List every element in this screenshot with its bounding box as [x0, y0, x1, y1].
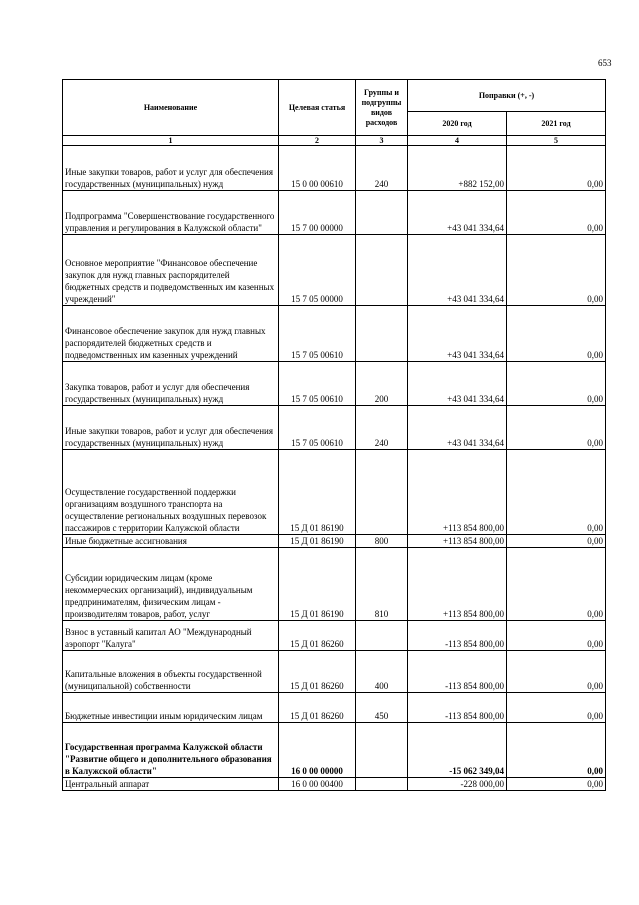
row-value-2021: 0,00 — [507, 621, 606, 651]
row-target-code: 15 0 00 00610 — [279, 146, 356, 191]
row-target-code: 15 7 05 00610 — [279, 362, 356, 406]
row-target-code: 15 Д 01 86190 — [279, 450, 356, 535]
header-target-article: Целевая статья — [279, 80, 356, 136]
row-target-code: 15 7 00 00000 — [279, 191, 356, 235]
row-target-code: 16 0 00 00400 — [279, 778, 356, 791]
row-value-2020: +43 041 334,64 — [408, 306, 507, 362]
row-group: 450 — [356, 693, 408, 723]
row-value-2020: +882 152,00 — [408, 146, 507, 191]
table-row — [63, 362, 606, 406]
row-name: Капитальные вложения в объекты государственной (муниципальной) собственности — [63, 651, 279, 693]
header-year-2020: 2020 год — [408, 112, 507, 136]
row-target-code: 16 0 00 00000 — [279, 723, 356, 778]
row-value-2021: 0,00 — [507, 450, 606, 535]
row-group — [356, 621, 408, 651]
row-name: Центральный аппарат — [63, 778, 279, 791]
row-value-2020: -113 854 800,00 — [408, 621, 507, 651]
table-row — [63, 191, 606, 235]
row-name: Финансовое обеспечение закупок для нужд главных распорядителей бюджетных средств и подведомственных им казенных учреждений — [63, 306, 279, 362]
table-row — [63, 548, 606, 621]
row-name: Подпрограмма "Совершенствование государственного управления и регулирования в Калужской области" — [63, 191, 279, 235]
row-group — [356, 235, 408, 306]
row-value-2020: +113 854 800,00 — [408, 450, 507, 535]
row-target-code: 15 7 05 00610 — [279, 406, 356, 450]
table-row — [63, 723, 606, 778]
budget-amendments-table — [62, 79, 606, 791]
row-group: 810 — [356, 548, 408, 621]
table-row — [63, 651, 606, 693]
header-year-2021: 2021 год — [507, 112, 606, 136]
row-value-2021: 0,00 — [507, 362, 606, 406]
col-number: 5 — [507, 136, 606, 146]
row-group — [356, 450, 408, 535]
row-target-code: 15 7 05 00000 — [279, 235, 356, 306]
table-row — [63, 778, 606, 791]
row-name: Иные бюджетные ассигнования — [63, 535, 279, 548]
row-group: 800 — [356, 535, 408, 548]
row-target-code: 15 Д 01 86260 — [279, 651, 356, 693]
table-row — [63, 535, 606, 548]
table-row — [63, 621, 606, 651]
row-group — [356, 306, 408, 362]
row-value-2020: +113 854 800,00 — [408, 535, 507, 548]
row-value-2020: +43 041 334,64 — [408, 235, 507, 306]
row-target-code: 15 Д 01 86190 — [279, 535, 356, 548]
row-value-2021: 0,00 — [507, 548, 606, 621]
row-value-2021: 0,00 — [507, 306, 606, 362]
row-value-2021: 0,00 — [507, 651, 606, 693]
col-number: 2 — [279, 136, 356, 146]
row-target-code: 15 Д 01 86260 — [279, 621, 356, 651]
row-value-2020: +113 854 800,00 — [408, 548, 507, 621]
row-value-2021: 0,00 — [507, 778, 606, 791]
row-group: 200 — [356, 362, 408, 406]
row-value-2021: 0,00 — [507, 146, 606, 191]
header-expense-groups: Группы и подгруппы видов расходов — [356, 80, 408, 136]
col-number: 4 — [408, 136, 507, 146]
table-row — [63, 235, 606, 306]
row-group — [356, 723, 408, 778]
row-name: Иные закупки товаров, работ и услуг для обеспечения государственных (муниципальных) нужд — [63, 406, 279, 450]
table-row — [63, 406, 606, 450]
row-name: Бюджетные инвестиции иным юридическим лицам — [63, 693, 279, 723]
row-value-2021: 0,00 — [507, 406, 606, 450]
row-value-2020: -15 062 349,04 — [408, 723, 507, 778]
page-number: 653 — [598, 58, 612, 68]
row-value-2021: 0,00 — [507, 723, 606, 778]
header-name: Наименование — [63, 80, 279, 136]
row-name: Государственная программа Калужской области "Развитие общего и дополнительного образования в Калужской области" — [63, 723, 279, 778]
row-value-2020: -228 000,00 — [408, 778, 507, 791]
table-row — [63, 693, 606, 723]
col-number: 3 — [356, 136, 408, 146]
row-target-code: 15 Д 01 86260 — [279, 693, 356, 723]
row-value-2021: 0,00 — [507, 535, 606, 548]
row-name: Иные закупки товаров, работ и услуг для обеспечения государственных (муниципальных) нужд — [63, 146, 279, 191]
row-name: Взнос в уставный капитал АО "Международный аэропорт "Калуга" — [63, 621, 279, 651]
table-row — [63, 146, 606, 191]
header-amendments: Поправки (+, -) — [408, 80, 606, 112]
table-row — [63, 306, 606, 362]
col-number: 1 — [63, 136, 279, 146]
row-group: 240 — [356, 406, 408, 450]
row-name: Субсидии юридическим лицам (кроме некоммерческих организаций), индивидуальным предпринимателям, физическим лицам - производителям товаров, работ, услуг — [63, 548, 279, 621]
row-value-2020: +43 041 334,64 — [408, 406, 507, 450]
row-value-2021: 0,00 — [507, 235, 606, 306]
row-group — [356, 778, 408, 791]
row-value-2020: -113 854 800,00 — [408, 693, 507, 723]
row-target-code: 15 Д 01 86190 — [279, 548, 356, 621]
row-name: Закупка товаров, работ и услуг для обеспечения государственных (муниципальных) нужд — [63, 362, 279, 406]
row-name: Осуществление государственной поддержки организациям воздушного транспорта на осуществление региональных воздушных перевозок пассажиров с территории Калужской области — [63, 450, 279, 535]
row-value-2021: 0,00 — [507, 693, 606, 723]
row-group — [356, 191, 408, 235]
row-value-2020: -113 854 800,00 — [408, 651, 507, 693]
row-group: 240 — [356, 146, 408, 191]
row-value-2021: 0,00 — [507, 191, 606, 235]
row-group: 400 — [356, 651, 408, 693]
table-row — [63, 450, 606, 535]
row-value-2020: +43 041 334,64 — [408, 362, 507, 406]
row-value-2020: +43 041 334,64 — [408, 191, 507, 235]
row-target-code: 15 7 05 00610 — [279, 306, 356, 362]
row-name: Основное мероприятие "Финансовое обеспечение закупок для нужд главных распорядителей бюджетных средств и подведомственных им казенных учреждений" — [63, 235, 279, 306]
